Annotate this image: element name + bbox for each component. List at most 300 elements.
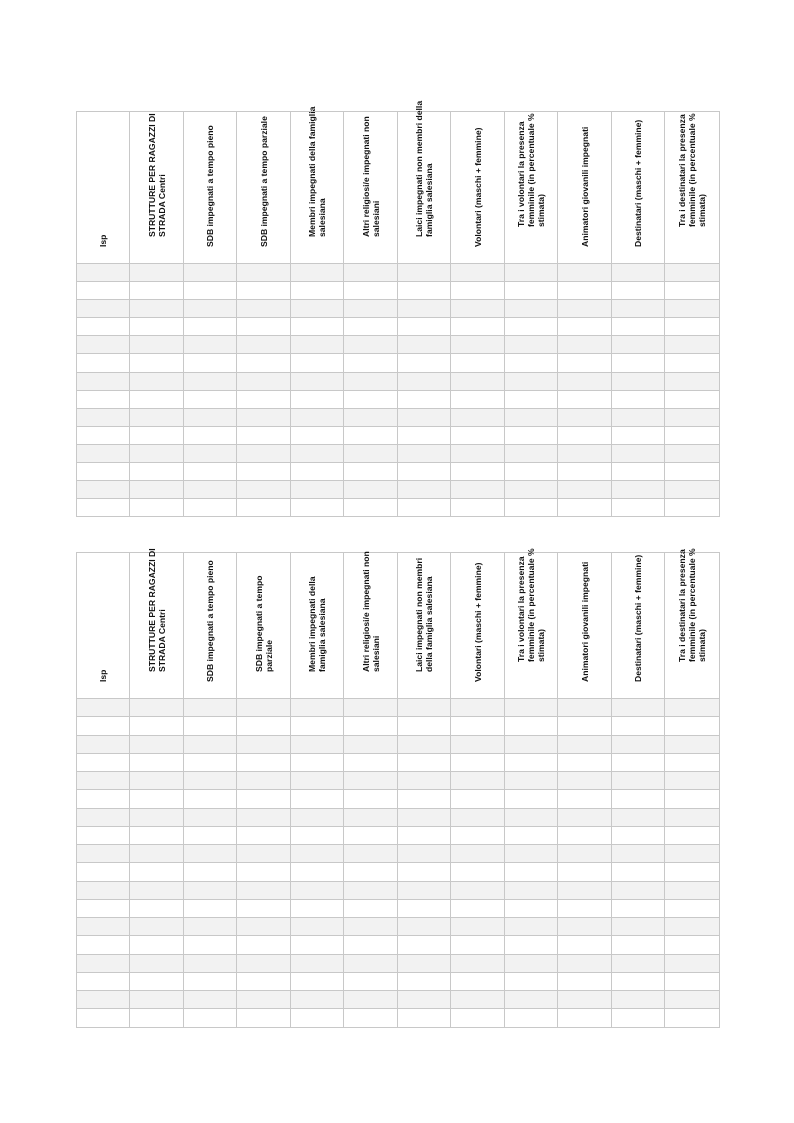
- data-cell[interactable]: [558, 699, 612, 717]
- data-cell[interactable]: [665, 863, 720, 881]
- data-cell[interactable]: [237, 826, 291, 844]
- data-cell[interactable]: [77, 845, 130, 863]
- data-cell[interactable]: [505, 699, 558, 717]
- data-cell[interactable]: [505, 717, 558, 735]
- data-cell[interactable]: [184, 444, 237, 462]
- data-cell[interactable]: [344, 390, 398, 408]
- data-cell[interactable]: [451, 936, 505, 954]
- data-cell[interactable]: [612, 354, 665, 372]
- data-cell[interactable]: [665, 444, 720, 462]
- data-cell[interactable]: [184, 808, 237, 826]
- data-cell[interactable]: [344, 863, 398, 881]
- data-cell[interactable]: [612, 991, 665, 1009]
- data-cell[interactable]: [558, 1009, 612, 1027]
- data-cell[interactable]: [291, 1009, 344, 1027]
- data-cell[interactable]: [451, 354, 505, 372]
- data-cell[interactable]: [665, 808, 720, 826]
- data-cell[interactable]: [451, 881, 505, 899]
- data-cell[interactable]: [505, 991, 558, 1009]
- data-cell[interactable]: [344, 300, 398, 318]
- data-cell[interactable]: [291, 753, 344, 771]
- data-cell[interactable]: [184, 826, 237, 844]
- data-cell[interactable]: [344, 463, 398, 481]
- data-cell[interactable]: [665, 918, 720, 936]
- data-cell[interactable]: [451, 463, 505, 481]
- data-cell[interactable]: [665, 899, 720, 917]
- data-cell[interactable]: [130, 899, 184, 917]
- data-cell[interactable]: [291, 808, 344, 826]
- data-cell[interactable]: [665, 282, 720, 300]
- data-cell[interactable]: [398, 318, 451, 336]
- data-cell[interactable]: [665, 735, 720, 753]
- data-cell[interactable]: [344, 444, 398, 462]
- data-cell[interactable]: [398, 735, 451, 753]
- data-cell[interactable]: [184, 991, 237, 1009]
- data-cell[interactable]: [344, 972, 398, 990]
- data-cell[interactable]: [612, 372, 665, 390]
- data-cell[interactable]: [398, 444, 451, 462]
- data-cell[interactable]: [665, 991, 720, 1009]
- data-cell[interactable]: [291, 735, 344, 753]
- data-cell[interactable]: [344, 735, 398, 753]
- data-cell[interactable]: [612, 426, 665, 444]
- data-cell[interactable]: [665, 717, 720, 735]
- data-cell[interactable]: [237, 318, 291, 336]
- data-cell[interactable]: [612, 463, 665, 481]
- data-cell[interactable]: [130, 390, 184, 408]
- data-cell[interactable]: [505, 790, 558, 808]
- data-cell[interactable]: [451, 372, 505, 390]
- data-cell[interactable]: [505, 972, 558, 990]
- data-cell[interactable]: [291, 336, 344, 354]
- data-cell[interactable]: [398, 845, 451, 863]
- data-cell[interactable]: [291, 390, 344, 408]
- data-cell[interactable]: [451, 282, 505, 300]
- data-cell[interactable]: [612, 753, 665, 771]
- data-cell[interactable]: [612, 845, 665, 863]
- data-cell[interactable]: [398, 863, 451, 881]
- data-cell[interactable]: [505, 808, 558, 826]
- data-cell[interactable]: [77, 972, 130, 990]
- data-cell[interactable]: [558, 444, 612, 462]
- data-cell[interactable]: [291, 699, 344, 717]
- data-cell[interactable]: [130, 991, 184, 1009]
- data-cell[interactable]: [558, 426, 612, 444]
- data-cell[interactable]: [344, 899, 398, 917]
- data-cell[interactable]: [130, 264, 184, 282]
- data-cell[interactable]: [130, 444, 184, 462]
- data-cell[interactable]: [451, 753, 505, 771]
- data-cell[interactable]: [130, 936, 184, 954]
- data-cell[interactable]: [77, 372, 130, 390]
- data-cell[interactable]: [451, 991, 505, 1009]
- data-cell[interactable]: [558, 354, 612, 372]
- data-cell[interactable]: [344, 790, 398, 808]
- data-cell[interactable]: [130, 808, 184, 826]
- data-cell[interactable]: [398, 826, 451, 844]
- data-cell[interactable]: [344, 699, 398, 717]
- data-cell[interactable]: [237, 845, 291, 863]
- data-cell[interactable]: [398, 881, 451, 899]
- data-cell[interactable]: [184, 264, 237, 282]
- data-cell[interactable]: [291, 499, 344, 517]
- data-cell[interactable]: [665, 1009, 720, 1027]
- data-cell[interactable]: [558, 863, 612, 881]
- data-cell[interactable]: [505, 863, 558, 881]
- data-cell[interactable]: [665, 264, 720, 282]
- data-cell[interactable]: [398, 918, 451, 936]
- data-cell[interactable]: [665, 499, 720, 517]
- data-cell[interactable]: [665, 481, 720, 499]
- data-cell[interactable]: [451, 408, 505, 426]
- data-cell[interactable]: [344, 808, 398, 826]
- data-cell[interactable]: [77, 463, 130, 481]
- data-cell[interactable]: [505, 826, 558, 844]
- data-cell[interactable]: [665, 936, 720, 954]
- data-cell[interactable]: [451, 717, 505, 735]
- data-cell[interactable]: [344, 499, 398, 517]
- data-cell[interactable]: [665, 336, 720, 354]
- data-cell[interactable]: [344, 282, 398, 300]
- data-cell[interactable]: [130, 881, 184, 899]
- data-cell[interactable]: [558, 264, 612, 282]
- data-cell[interactable]: [184, 936, 237, 954]
- data-cell[interactable]: [558, 972, 612, 990]
- data-cell[interactable]: [451, 772, 505, 790]
- data-cell[interactable]: [77, 936, 130, 954]
- data-cell[interactable]: [237, 463, 291, 481]
- data-cell[interactable]: [558, 845, 612, 863]
- data-cell[interactable]: [398, 899, 451, 917]
- data-cell[interactable]: [291, 282, 344, 300]
- data-cell[interactable]: [665, 772, 720, 790]
- data-cell[interactable]: [291, 264, 344, 282]
- data-cell[interactable]: [398, 808, 451, 826]
- data-cell[interactable]: [237, 863, 291, 881]
- data-cell[interactable]: [291, 318, 344, 336]
- data-cell[interactable]: [130, 772, 184, 790]
- data-cell[interactable]: [184, 1009, 237, 1027]
- data-cell[interactable]: [665, 826, 720, 844]
- data-cell[interactable]: [291, 826, 344, 844]
- data-cell[interactable]: [130, 826, 184, 844]
- data-cell[interactable]: [665, 845, 720, 863]
- data-cell[interactable]: [612, 790, 665, 808]
- data-cell[interactable]: [451, 826, 505, 844]
- data-cell[interactable]: [237, 936, 291, 954]
- data-cell[interactable]: [665, 372, 720, 390]
- data-cell[interactable]: [184, 426, 237, 444]
- data-cell[interactable]: [398, 463, 451, 481]
- data-cell[interactable]: [237, 264, 291, 282]
- data-cell[interactable]: [237, 772, 291, 790]
- data-cell[interactable]: [558, 463, 612, 481]
- data-cell[interactable]: [344, 372, 398, 390]
- data-cell[interactable]: [665, 954, 720, 972]
- data-cell[interactable]: [451, 390, 505, 408]
- data-cell[interactable]: [184, 753, 237, 771]
- data-cell[interactable]: [237, 918, 291, 936]
- data-cell[interactable]: [558, 808, 612, 826]
- data-cell[interactable]: [612, 899, 665, 917]
- data-cell[interactable]: [291, 790, 344, 808]
- data-cell[interactable]: [344, 408, 398, 426]
- data-cell[interactable]: [77, 318, 130, 336]
- data-cell[interactable]: [558, 899, 612, 917]
- data-cell[interactable]: [451, 481, 505, 499]
- data-cell[interactable]: [130, 845, 184, 863]
- data-cell[interactable]: [184, 918, 237, 936]
- data-cell[interactable]: [344, 753, 398, 771]
- data-cell[interactable]: [398, 426, 451, 444]
- data-cell[interactable]: [505, 772, 558, 790]
- data-cell[interactable]: [344, 318, 398, 336]
- data-cell[interactable]: [237, 390, 291, 408]
- data-cell[interactable]: [451, 426, 505, 444]
- data-cell[interactable]: [130, 463, 184, 481]
- data-cell[interactable]: [398, 1009, 451, 1027]
- data-cell[interactable]: [184, 408, 237, 426]
- data-cell[interactable]: [184, 772, 237, 790]
- data-cell[interactable]: [130, 408, 184, 426]
- data-cell[interactable]: [184, 354, 237, 372]
- data-cell[interactable]: [398, 936, 451, 954]
- data-cell[interactable]: [77, 426, 130, 444]
- data-cell[interactable]: [612, 699, 665, 717]
- data-cell[interactable]: [612, 499, 665, 517]
- data-cell[interactable]: [398, 753, 451, 771]
- data-cell[interactable]: [612, 772, 665, 790]
- data-cell[interactable]: [505, 444, 558, 462]
- data-cell[interactable]: [291, 300, 344, 318]
- data-cell[interactable]: [130, 336, 184, 354]
- data-cell[interactable]: [398, 699, 451, 717]
- data-cell[interactable]: [558, 753, 612, 771]
- data-cell[interactable]: [77, 354, 130, 372]
- data-cell[interactable]: [398, 481, 451, 499]
- data-cell[interactable]: [612, 717, 665, 735]
- data-cell[interactable]: [291, 772, 344, 790]
- data-cell[interactable]: [505, 264, 558, 282]
- data-cell[interactable]: [505, 354, 558, 372]
- data-cell[interactable]: [237, 444, 291, 462]
- data-cell[interactable]: [612, 444, 665, 462]
- data-cell[interactable]: [665, 426, 720, 444]
- data-cell[interactable]: [398, 354, 451, 372]
- data-cell[interactable]: [184, 972, 237, 990]
- data-cell[interactable]: [184, 390, 237, 408]
- data-cell[interactable]: [558, 936, 612, 954]
- data-cell[interactable]: [291, 354, 344, 372]
- data-cell[interactable]: [77, 717, 130, 735]
- data-cell[interactable]: [77, 444, 130, 462]
- data-cell[interactable]: [77, 390, 130, 408]
- data-cell[interactable]: [612, 808, 665, 826]
- data-cell[interactable]: [344, 845, 398, 863]
- data-cell[interactable]: [505, 499, 558, 517]
- data-cell[interactable]: [612, 918, 665, 936]
- data-cell[interactable]: [77, 826, 130, 844]
- data-cell[interactable]: [505, 390, 558, 408]
- data-cell[interactable]: [291, 991, 344, 1009]
- data-cell[interactable]: [505, 408, 558, 426]
- data-cell[interactable]: [558, 881, 612, 899]
- data-cell[interactable]: [612, 972, 665, 990]
- data-cell[interactable]: [398, 300, 451, 318]
- data-cell[interactable]: [612, 863, 665, 881]
- data-cell[interactable]: [451, 863, 505, 881]
- data-cell[interactable]: [344, 918, 398, 936]
- data-cell[interactable]: [451, 444, 505, 462]
- data-cell[interactable]: [451, 699, 505, 717]
- data-cell[interactable]: [451, 300, 505, 318]
- data-cell[interactable]: [451, 918, 505, 936]
- data-cell[interactable]: [184, 717, 237, 735]
- data-cell[interactable]: [291, 426, 344, 444]
- data-cell[interactable]: [237, 282, 291, 300]
- data-cell[interactable]: [237, 991, 291, 1009]
- data-cell[interactable]: [612, 826, 665, 844]
- data-cell[interactable]: [184, 499, 237, 517]
- data-cell[interactable]: [291, 899, 344, 917]
- data-cell[interactable]: [398, 954, 451, 972]
- data-cell[interactable]: [344, 717, 398, 735]
- data-cell[interactable]: [665, 300, 720, 318]
- data-cell[interactable]: [184, 863, 237, 881]
- data-cell[interactable]: [130, 318, 184, 336]
- data-cell[interactable]: [612, 408, 665, 426]
- data-cell[interactable]: [291, 936, 344, 954]
- data-cell[interactable]: [237, 372, 291, 390]
- data-cell[interactable]: [558, 790, 612, 808]
- data-cell[interactable]: [237, 336, 291, 354]
- data-cell[interactable]: [130, 499, 184, 517]
- data-cell[interactable]: [184, 954, 237, 972]
- data-cell[interactable]: [77, 753, 130, 771]
- data-cell[interactable]: [130, 790, 184, 808]
- data-cell[interactable]: [612, 390, 665, 408]
- data-cell[interactable]: [558, 300, 612, 318]
- data-cell[interactable]: [77, 954, 130, 972]
- data-cell[interactable]: [184, 372, 237, 390]
- data-cell[interactable]: [344, 772, 398, 790]
- data-cell[interactable]: [344, 826, 398, 844]
- data-cell[interactable]: [344, 936, 398, 954]
- data-cell[interactable]: [505, 899, 558, 917]
- data-cell[interactable]: [344, 426, 398, 444]
- data-cell[interactable]: [505, 336, 558, 354]
- data-cell[interactable]: [505, 954, 558, 972]
- data-cell[interactable]: [398, 499, 451, 517]
- data-cell[interactable]: [130, 372, 184, 390]
- data-cell[interactable]: [130, 954, 184, 972]
- data-cell[interactable]: [130, 354, 184, 372]
- data-cell[interactable]: [505, 300, 558, 318]
- data-cell[interactable]: [505, 753, 558, 771]
- data-cell[interactable]: [237, 735, 291, 753]
- data-cell[interactable]: [237, 790, 291, 808]
- data-cell[interactable]: [451, 899, 505, 917]
- data-cell[interactable]: [77, 699, 130, 717]
- data-cell[interactable]: [665, 753, 720, 771]
- data-cell[interactable]: [558, 318, 612, 336]
- data-cell[interactable]: [665, 972, 720, 990]
- data-cell[interactable]: [291, 372, 344, 390]
- data-cell[interactable]: [77, 790, 130, 808]
- data-cell[interactable]: [77, 881, 130, 899]
- data-cell[interactable]: [291, 863, 344, 881]
- data-cell[interactable]: [612, 881, 665, 899]
- data-cell[interactable]: [77, 499, 130, 517]
- data-cell[interactable]: [344, 264, 398, 282]
- data-cell[interactable]: [558, 826, 612, 844]
- data-cell[interactable]: [184, 845, 237, 863]
- data-cell[interactable]: [184, 790, 237, 808]
- data-cell[interactable]: [77, 408, 130, 426]
- data-cell[interactable]: [505, 918, 558, 936]
- data-cell[interactable]: [130, 863, 184, 881]
- data-cell[interactable]: [665, 881, 720, 899]
- data-cell[interactable]: [130, 717, 184, 735]
- data-cell[interactable]: [184, 300, 237, 318]
- data-cell[interactable]: [77, 991, 130, 1009]
- data-cell[interactable]: [237, 300, 291, 318]
- data-cell[interactable]: [130, 1009, 184, 1027]
- data-cell[interactable]: [184, 282, 237, 300]
- data-cell[interactable]: [184, 481, 237, 499]
- data-cell[interactable]: [558, 735, 612, 753]
- data-cell[interactable]: [505, 426, 558, 444]
- data-cell[interactable]: [77, 282, 130, 300]
- data-cell[interactable]: [558, 499, 612, 517]
- data-cell[interactable]: [558, 772, 612, 790]
- data-cell[interactable]: [665, 408, 720, 426]
- data-cell[interactable]: [184, 735, 237, 753]
- data-cell[interactable]: [237, 972, 291, 990]
- data-cell[interactable]: [558, 954, 612, 972]
- data-cell[interactable]: [665, 354, 720, 372]
- data-cell[interactable]: [398, 408, 451, 426]
- data-cell[interactable]: [558, 991, 612, 1009]
- data-cell[interactable]: [665, 463, 720, 481]
- data-cell[interactable]: [451, 972, 505, 990]
- data-cell[interactable]: [398, 772, 451, 790]
- data-cell[interactable]: [612, 318, 665, 336]
- data-cell[interactable]: [612, 300, 665, 318]
- data-cell[interactable]: [398, 390, 451, 408]
- data-cell[interactable]: [291, 717, 344, 735]
- data-cell[interactable]: [130, 918, 184, 936]
- data-cell[interactable]: [291, 408, 344, 426]
- data-cell[interactable]: [665, 790, 720, 808]
- data-cell[interactable]: [237, 499, 291, 517]
- data-cell[interactable]: [505, 372, 558, 390]
- data-cell[interactable]: [451, 808, 505, 826]
- data-cell[interactable]: [451, 735, 505, 753]
- data-cell[interactable]: [291, 444, 344, 462]
- data-cell[interactable]: [184, 699, 237, 717]
- data-cell[interactable]: [77, 899, 130, 917]
- data-cell[interactable]: [398, 972, 451, 990]
- data-cell[interactable]: [398, 790, 451, 808]
- data-cell[interactable]: [612, 1009, 665, 1027]
- data-cell[interactable]: [130, 699, 184, 717]
- data-cell[interactable]: [130, 753, 184, 771]
- data-cell[interactable]: [344, 881, 398, 899]
- data-cell[interactable]: [130, 735, 184, 753]
- data-cell[interactable]: [505, 881, 558, 899]
- data-cell[interactable]: [237, 481, 291, 499]
